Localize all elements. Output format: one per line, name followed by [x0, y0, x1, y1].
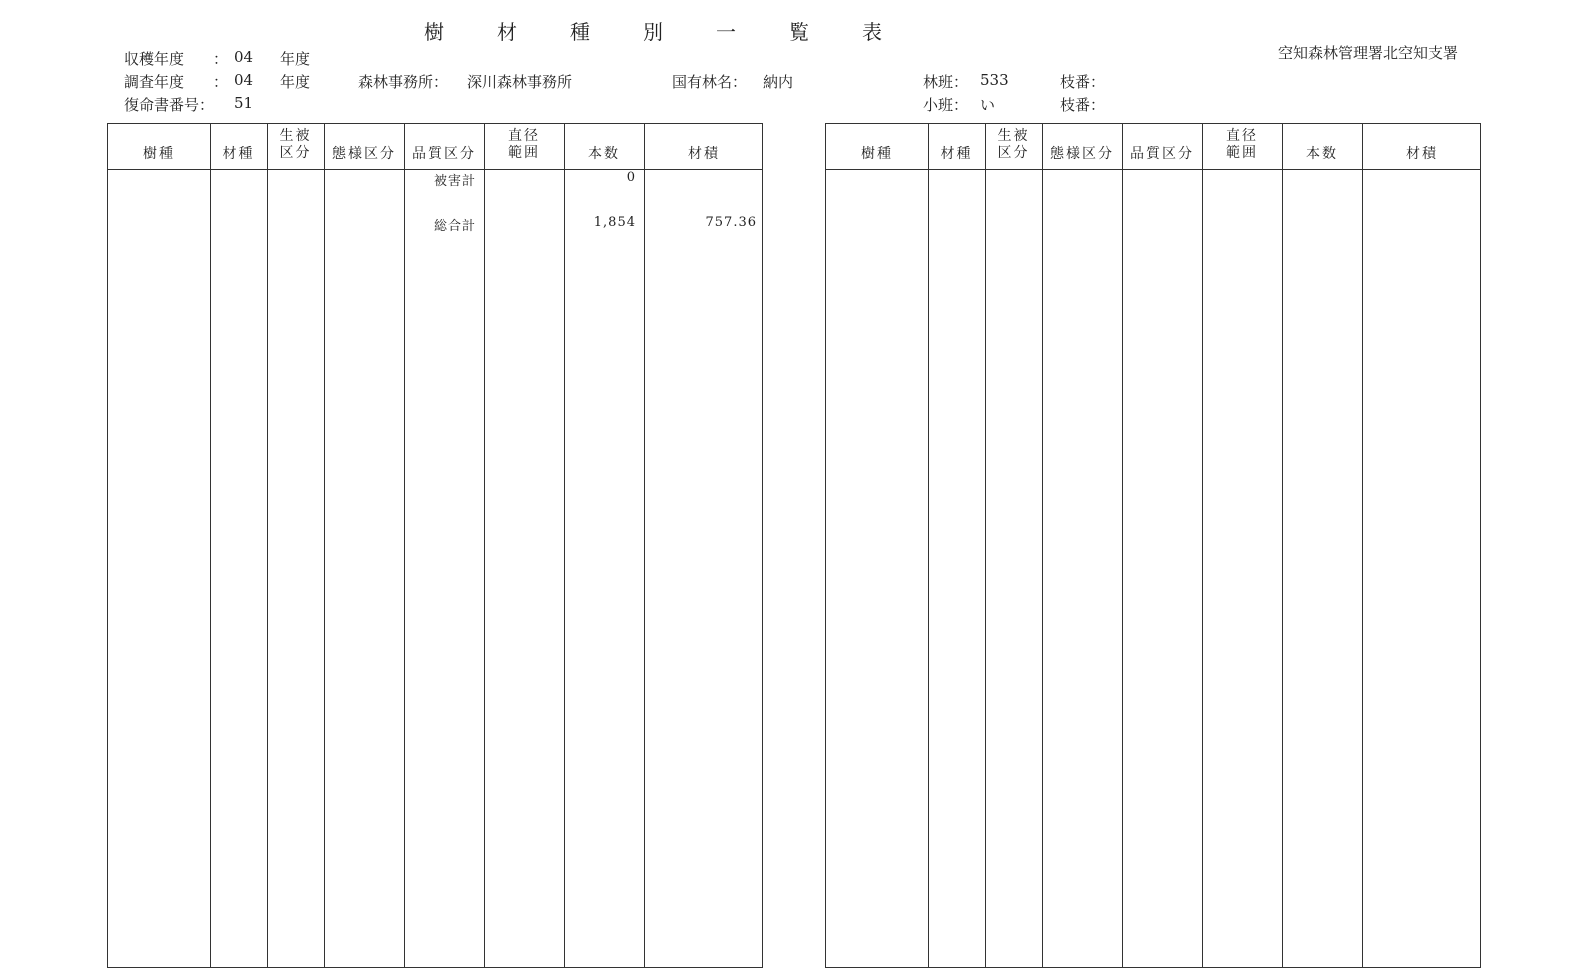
- col-count: 本数: [1306, 146, 1338, 162]
- col-form: 態様区分: [1050, 146, 1114, 162]
- colon: ：: [213, 73, 229, 91]
- title-char: 別: [643, 20, 663, 44]
- edaban-label: 枝番：: [1060, 96, 1106, 114]
- forest-office-label: 森林事務所：: [358, 73, 449, 91]
- col-material: 材種: [222, 146, 255, 162]
- col-form: 態様区分: [332, 146, 396, 162]
- forest-office-value: 深川森林事務所: [467, 73, 573, 91]
- title-char: 表: [862, 20, 882, 44]
- year-suffix: 年度: [280, 73, 311, 91]
- grand-total-label: 総合計: [434, 219, 477, 234]
- survey-year-value: 04: [234, 71, 254, 89]
- harvest-year-label: 収穫年度: [124, 50, 185, 68]
- edaban-label: 枝番：: [1060, 73, 1106, 91]
- grand-total-count: 1,854: [593, 215, 636, 230]
- shohan-label: 小班：: [923, 96, 969, 114]
- damage-total-count: 0: [626, 170, 636, 185]
- col-diameter-bottom: 範囲: [508, 145, 540, 161]
- title-char: 覧: [789, 20, 809, 44]
- species-table-left: [107, 123, 763, 968]
- rinpan-label: 林班：: [923, 73, 969, 91]
- col-count: 本数: [588, 146, 620, 162]
- col-damage-bottom: 区分: [279, 145, 312, 161]
- col-diameter-top: 直径: [508, 128, 540, 144]
- year-suffix: 年度: [280, 50, 311, 68]
- report-no-value: 51: [234, 94, 254, 112]
- shohan-value: い: [980, 96, 996, 114]
- species-table-right: [825, 123, 1481, 968]
- col-volume: 材積: [688, 146, 720, 162]
- col-damage-bottom: 区分: [997, 145, 1030, 161]
- harvest-year-value: 04: [234, 48, 254, 66]
- rinpan-value: 533: [980, 71, 1009, 89]
- grand-total-volume: 757.36: [705, 215, 757, 230]
- title-char: 種: [570, 20, 590, 44]
- title-char: 一: [716, 20, 736, 44]
- col-volume: 材積: [1406, 146, 1438, 162]
- col-species: 樹種: [861, 146, 893, 162]
- title-char: 材: [497, 20, 517, 44]
- col-quality: 品質区分: [412, 146, 476, 162]
- office-name: 空知森林管理署北空知支署: [1278, 44, 1459, 62]
- col-diameter-top: 直径: [1226, 128, 1258, 144]
- title-char: 樹: [424, 20, 444, 44]
- survey-year-label: 調査年度: [124, 73, 185, 91]
- col-damage-top: 生被: [279, 128, 312, 144]
- col-material: 材種: [940, 146, 973, 162]
- colon: ：: [213, 50, 229, 68]
- damage-total-label: 被害計: [434, 174, 477, 189]
- col-damage-top: 生被: [997, 128, 1030, 144]
- col-species: 樹種: [143, 146, 175, 162]
- report-no-label: 復命書番号：: [124, 96, 215, 114]
- col-diameter-bottom: 範囲: [1226, 145, 1258, 161]
- national-forest-value: 納内: [763, 73, 794, 91]
- national-forest-label: 国有林名：: [672, 73, 748, 91]
- col-quality: 品質区分: [1130, 146, 1194, 162]
